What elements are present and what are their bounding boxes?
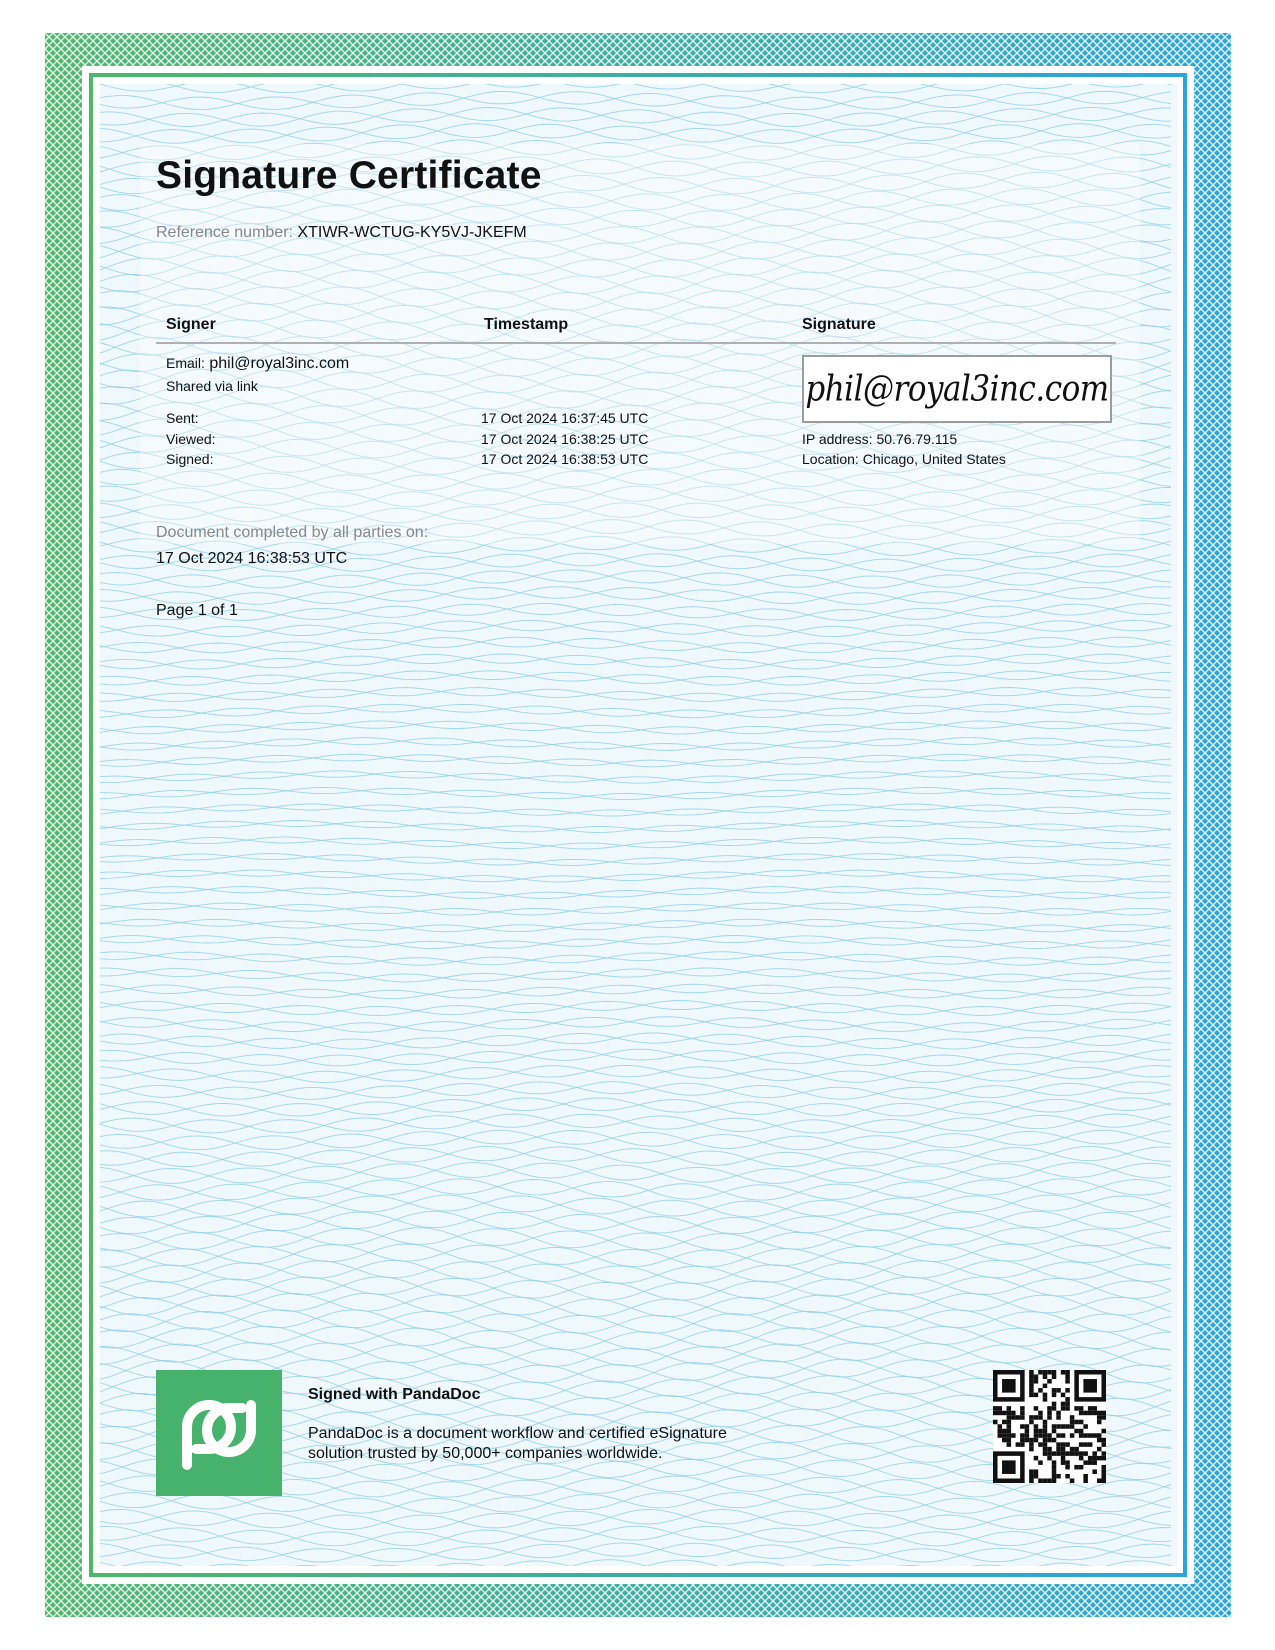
signer-location: Location: Chicago, United States (802, 451, 1006, 467)
signer-header: Signer (166, 316, 216, 333)
shared-method: Shared via link (166, 378, 258, 394)
event-time-signed: 17 Oct 2024 16:38:53 UTC (481, 451, 649, 467)
page-title: Signature Certificate (156, 154, 542, 197)
pd-logo-icon (156, 1370, 282, 1496)
event-time-viewed: 17 Oct 2024 16:38:25 UTC (481, 431, 649, 447)
pandadoc-description-line1: PandaDoc is a document workflow and certified eSignature (308, 1425, 727, 1442)
timestamp-header: Timestamp (484, 316, 569, 333)
signer-email (166, 355, 349, 373)
event-label-sent: Sent: (166, 410, 199, 426)
completion-date: 17 Oct 2024 16:38:53 UTC (156, 550, 348, 567)
completion-label: Document completed by all parties on: (156, 524, 429, 541)
page-number: Page 1 of 1 (156, 602, 238, 619)
reference-number (156, 224, 527, 242)
event-time-sent: 17 Oct 2024 16:37:45 UTC (481, 410, 649, 426)
signature-box (802, 355, 1112, 423)
reference-label: Reference number: (156, 224, 293, 241)
header-divider (156, 342, 1116, 344)
email-value: phil@royal3inc.com (209, 355, 350, 372)
signed-with-heading: Signed with PandaDoc (308, 1386, 481, 1403)
qr-code-icon (993, 1370, 1106, 1483)
reference-value: XTIWR-WCTUG-KY5VJ-JKEFM (297, 224, 527, 241)
event-label-signed: Signed: (166, 451, 214, 467)
signature-image: phil@royal3inc.com (805, 368, 1109, 410)
email-label: Email: (166, 355, 205, 371)
qr-code (993, 1370, 1106, 1483)
pandadoc-logo (156, 1370, 282, 1496)
pandadoc-description-line2: solution trusted by 50,000+ companies worldwide. (308, 1445, 663, 1462)
event-label-viewed: Viewed: (166, 431, 216, 447)
ip-address: IP address: 50.76.79.115 (802, 431, 958, 447)
signature-header: Signature (802, 316, 876, 333)
